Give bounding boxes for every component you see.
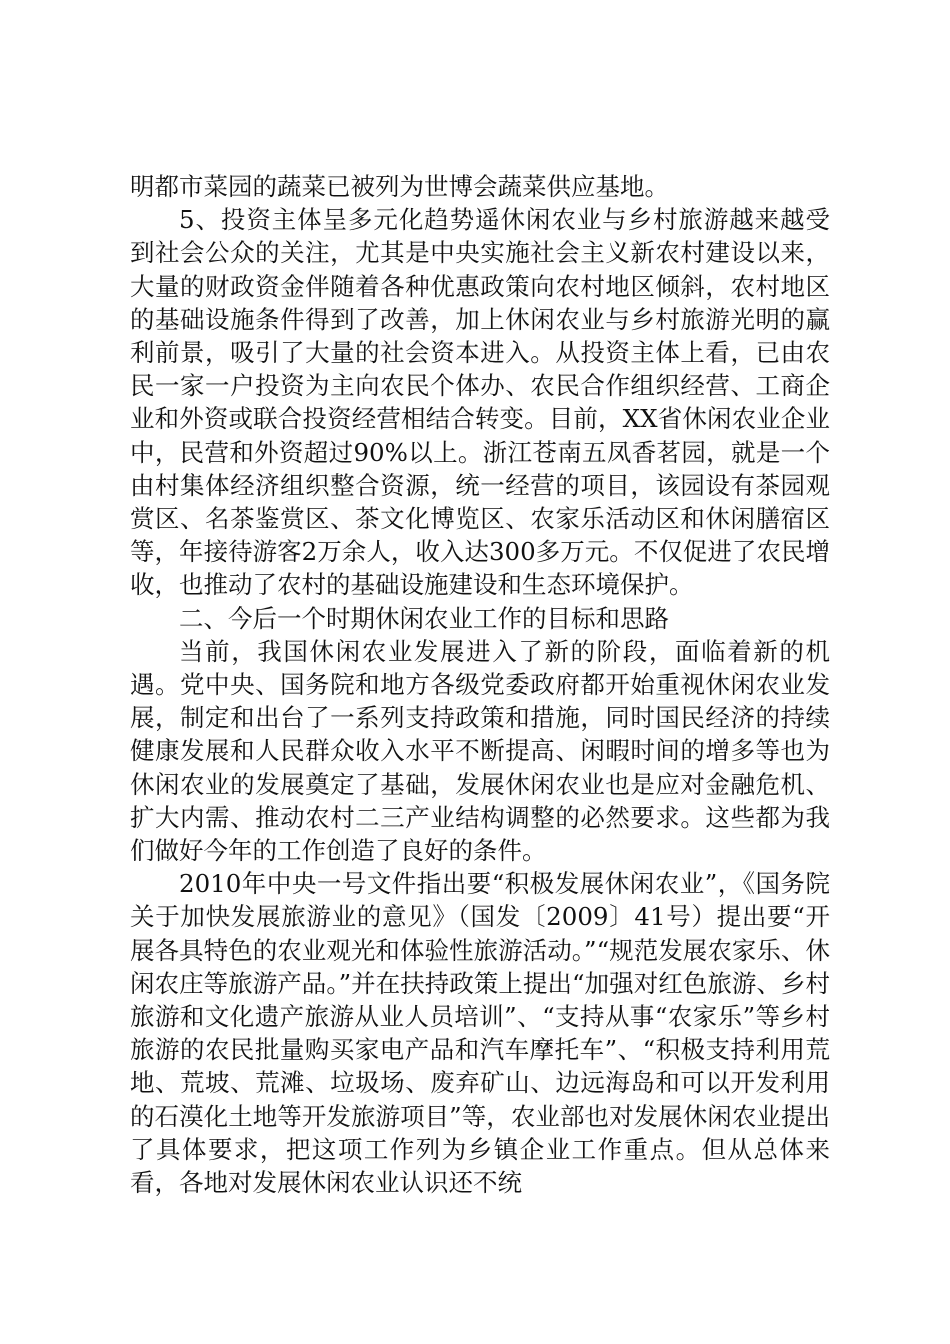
document-body (130, 170, 830, 1199)
paragraph-continuation: 明都市菜园的蔬菜已被列为世博会蔬菜供应基地。 (130, 172, 669, 201)
paragraph-investment: 5、投资主体呈多元化趋势遥休闲农业与乡村旅游越来越受到社会公众的关注，尤其是中央实施社会主义新农村建设以来，大量的财政资金伴随着各种优惠政策向农村地区倾斜，农村地区的基础设施条件得到了改善，加上休闲农业与乡村旅游光明的赢利前景，吸引了大量的社会资本进入。从投资主体上看，已由农民一家一户投资为主向农民个体办、农民合作组织经营、工商企业和外资或联合投资经营相结合转变。目前，XX省休闲农业企业中，民营和外资超过90%以上。浙江苍南五凤香茗园，就是一个由村集体经济组织整合资源，统一经营的项目，该园设有茶园观赏区、名茶鉴赏区、茶文化博览区、农家乐活动区和休闲膳宿区等，年接待游客2万余人，收入达300多万元。不仅促进了农民增收，也推动了农村的基础设施建设和生态环境保护。 (130, 205, 830, 600)
section-heading: 二、今后一个时期休闲农业工作的目标和思路 (179, 603, 669, 633)
paragraph-policy: 2010年中央一号文件指出要“积极发展休闲农业”，《国务院关于加快发展旅游业的意见》（国发〔2009〕41号）提出要“开展各具特色的农业观光和体验性旅游活动。”“规范发展农家乐、休闲农庄等旅游产品。”并在扶持政策上提出“加强对红色旅游、乡村旅游和文化遗产旅游从业人员培训”、“支持从事“农家乐”等乡村旅游的农民批量购买家电产品和汽车摩托车”、“积极支持利用荒地、荒坡、荒滩、垃圾场、废弃矿山、边远海岛和可以开发利用的石漠化土地等开发旅游项目”等，农业部也对发展休闲农业提出了具体要求，把这项工作列为乡镇企业工作重点。但从总体来看，各地对发展休闲农业认识还不统 (130, 869, 830, 1198)
paragraph-current-stage: 当前，我国休闲农业发展进入了新的阶段，面临着新的机遇。党中央、国务院和地方各级党委政府都开始重视休闲农业发展，制定和出台了一系列支持政策和措施，同时国民经济的持续健康发展和人民群众收入水平不断提高、闲暇时间的增多等也为休闲农业的发展奠定了基础，发展休闲农业也是应对金融危机、扩大内需、推动农村二三产业结构调整的必然要求。这些都为我们做好今年的工作创造了良好的条件。 (130, 636, 830, 866)
